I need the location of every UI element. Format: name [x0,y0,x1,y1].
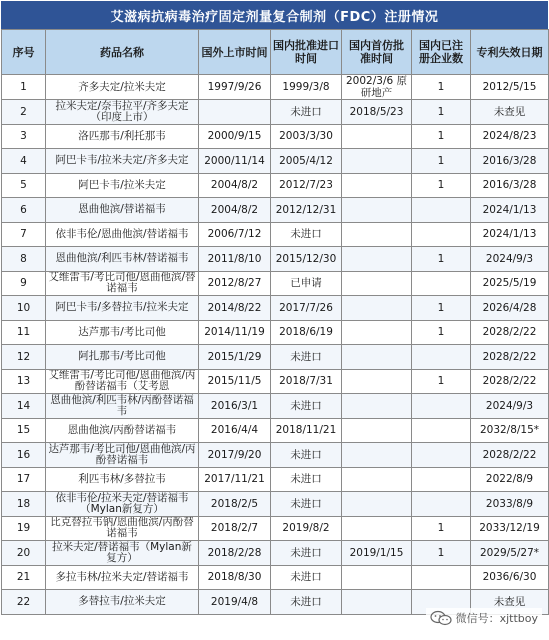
cell-drug-name: 比克替拉韦钠/恩曲他滨/丙酚替诺福韦 [46,516,199,541]
table-row [2,149,549,174]
cell-drug-name: 阿扎那韦/考比司他 [46,345,199,370]
cell-domestic-import: 2015/12/30 [271,247,342,272]
cell-registered-companies [412,467,471,492]
cell-index: 14 [2,394,46,419]
header-foreign-launch: 国外上市时间 [199,30,271,75]
cell-patent-expiry: 未查见 [471,590,549,615]
cell-index: 19 [2,516,46,541]
cell-foreign-launch: 2014/11/19 [199,320,271,345]
cell-first-generic [342,516,412,541]
cell-registered-companies: 1 [412,369,471,394]
cell-first-generic [342,443,412,468]
cell-index: 5 [2,173,46,198]
cell-first-generic [342,247,412,272]
cell-first-generic [342,492,412,517]
table-row [2,492,549,517]
table-row [2,516,549,541]
header-registered-companies: 国内已注册企业数 [412,30,471,75]
cell-registered-companies [412,222,471,247]
cell-drug-name: 艾维雷韦/考比司他/恩曲他滨/替诺福韦 [46,271,199,296]
cell-domestic-import: 未进口 [271,222,342,247]
watermark [426,608,542,628]
cell-first-generic [342,296,412,321]
cell-index: 15 [2,418,46,443]
header-patent-expiry: 专利失效日期 [471,30,549,75]
table-row [2,467,549,492]
cell-registered-companies [412,198,471,223]
cell-domestic-import: 未进口 [271,590,342,615]
wechat-icon [430,610,452,626]
cell-patent-expiry: 2024/1/13 [471,198,549,223]
cell-foreign-launch: 2018/2/7 [199,516,271,541]
cell-foreign-launch: 2015/11/5 [199,369,271,394]
cell-first-generic [342,222,412,247]
cell-first-generic [342,271,412,296]
cell-foreign-launch: 2000/11/14 [199,149,271,174]
cell-index: 18 [2,492,46,517]
cell-patent-expiry: 2016/3/28 [471,173,549,198]
table-row [2,222,549,247]
cell-first-generic [342,369,412,394]
cell-index: 16 [2,443,46,468]
cell-patent-expiry: 2028/2/22 [471,345,549,370]
cell-registered-companies [412,565,471,590]
cell-foreign-launch: 2018/2/5 [199,492,271,517]
cell-drug-name: 依非韦伦/拉米夫定/替诺福韦（Mylan新复方） [46,492,199,517]
cell-registered-companies: 1 [412,75,471,100]
cell-domestic-import: 1999/3/8 [271,75,342,100]
table-row [2,198,549,223]
cell-first-generic: 2002/3/6 原研地产 [342,75,412,100]
cell-index: 8 [2,247,46,272]
header-domestic-import: 国内批准进口时间 [271,30,342,75]
cell-patent-expiry: 2016/3/28 [471,149,549,174]
cell-first-generic [342,198,412,223]
cell-foreign-launch [199,100,271,125]
cell-foreign-launch: 2018/2/28 [199,541,271,566]
cell-drug-name: 达芦那韦/考比司他/恩曲他滨/丙酚替诺福韦 [46,443,199,468]
cell-index: 10 [2,296,46,321]
cell-drug-name: 艾维雷韦/考比司他/恩曲他滨/丙酚替诺福韦（艾考恩 [46,369,199,394]
cell-registered-companies: 1 [412,296,471,321]
cell-foreign-launch: 2016/3/1 [199,394,271,419]
cell-drug-name: 恩曲他滨/利匹韦林/丙酚替诺福韦 [46,394,199,419]
cell-registered-companies [412,394,471,419]
cell-patent-expiry: 2026/4/28 [471,296,549,321]
cell-index: 6 [2,198,46,223]
cell-first-generic [342,590,412,615]
header-first-generic: 国内首仿批准时间 [342,30,412,75]
cell-patent-expiry: 2024/9/3 [471,247,549,272]
table-row [2,443,549,468]
cell-domestic-import: 未进口 [271,443,342,468]
cell-domestic-import: 未进口 [271,345,342,370]
cell-registered-companies: 1 [412,149,471,174]
cell-domestic-import: 未进口 [271,467,342,492]
cell-registered-companies [412,418,471,443]
cell-drug-name: 恩曲他滨/丙酚替诺福韦 [46,418,199,443]
table-row [2,271,549,296]
table-row [2,75,549,100]
cell-foreign-launch: 2017/11/21 [199,467,271,492]
fdc-registration-table [1,29,549,615]
cell-patent-expiry: 2032/8/15* [471,418,549,443]
cell-first-generic [342,124,412,149]
table-row [2,296,549,321]
cell-domestic-import: 未进口 [271,394,342,419]
cell-drug-name: 恩曲他滨/替诺福韦 [46,198,199,223]
cell-first-generic [342,394,412,419]
cell-drug-name: 阿巴卡韦/多替拉韦/拉米夫定 [46,296,199,321]
cell-domestic-import: 2019/8/2 [271,516,342,541]
cell-first-generic [342,173,412,198]
header-row [2,30,549,75]
cell-patent-expiry: 2028/2/22 [471,320,549,345]
cell-foreign-launch: 2011/8/10 [199,247,271,272]
cell-domestic-import: 2017/7/26 [271,296,342,321]
cell-index: 12 [2,345,46,370]
cell-registered-companies [412,443,471,468]
cell-patent-expiry: 2033/8/9 [471,492,549,517]
cell-first-generic: 2019/1/15 [342,541,412,566]
cell-index: 1 [2,75,46,100]
cell-patent-expiry: 2028/2/22 [471,443,549,468]
cell-registered-companies [412,492,471,517]
cell-domestic-import: 已申请 [271,271,342,296]
cell-registered-companies [412,345,471,370]
cell-index: 17 [2,467,46,492]
cell-patent-expiry: 2036/6/30 [471,565,549,590]
table-row [2,369,549,394]
cell-registered-companies: 1 [412,173,471,198]
table-row [2,247,549,272]
cell-registered-companies: 1 [412,320,471,345]
cell-domestic-import: 未进口 [271,541,342,566]
cell-foreign-launch: 2019/4/8 [199,590,271,615]
header-index: 序号 [2,30,46,75]
cell-index: 7 [2,222,46,247]
cell-index: 11 [2,320,46,345]
cell-registered-companies [412,271,471,296]
cell-foreign-launch: 2004/8/2 [199,173,271,198]
cell-first-generic [342,467,412,492]
cell-drug-name: 拉米夫定/奈韦拉平/齐多夫定（印度上市） [46,100,199,125]
cell-index: 13 [2,369,46,394]
cell-foreign-launch: 2014/8/22 [199,296,271,321]
cell-registered-companies: 1 [412,541,471,566]
cell-domestic-import: 2018/11/21 [271,418,342,443]
cell-foreign-launch: 2017/9/20 [199,443,271,468]
cell-drug-name: 拉米夫定/替诺福韦（Mylan新复方） [46,541,199,566]
cell-patent-expiry: 2012/5/15 [471,75,549,100]
cell-drug-name: 多拉韦林/拉米夫定/替诺福韦 [46,565,199,590]
cell-foreign-launch: 1997/9/26 [199,75,271,100]
cell-domestic-import: 2012/7/23 [271,173,342,198]
cell-patent-expiry: 2029/5/27* [471,541,549,566]
table-row [2,100,549,125]
cell-patent-expiry: 2022/8/9 [471,467,549,492]
cell-drug-name: 恩曲他滨/利匹韦林/替诺福韦 [46,247,199,272]
cell-drug-name: 多替拉韦/拉米夫定 [46,590,199,615]
cell-registered-companies: 1 [412,124,471,149]
cell-first-generic [342,149,412,174]
cell-foreign-launch: 2018/8/30 [199,565,271,590]
cell-foreign-launch: 2015/1/29 [199,345,271,370]
cell-drug-name: 齐多夫定/拉米夫定 [46,75,199,100]
cell-drug-name: 达芦那韦/考比司他 [46,320,199,345]
cell-patent-expiry: 2024/1/13 [471,222,549,247]
table-row [2,124,549,149]
cell-domestic-import: 2018/7/31 [271,369,342,394]
table-row [2,173,549,198]
cell-foreign-launch: 2004/8/2 [199,198,271,223]
cell-patent-expiry: 2024/9/3 [471,394,549,419]
cell-domestic-import: 未进口 [271,100,342,125]
cell-domestic-import: 未进口 [271,492,342,517]
cell-foreign-launch: 2012/8/27 [199,271,271,296]
cell-first-generic [342,418,412,443]
cell-drug-name: 阿巴卡韦/拉米夫定/齐多夫定 [46,149,199,174]
table-row [2,394,549,419]
cell-patent-expiry: 2028/2/22 [471,369,549,394]
cell-first-generic [342,345,412,370]
table-row [2,565,549,590]
cell-first-generic [342,565,412,590]
table-row [2,320,549,345]
cell-foreign-launch: 2000/9/15 [199,124,271,149]
watermark-text: 微信号：xjttboy [455,612,538,625]
cell-drug-name: 利匹韦林/多替拉韦 [46,467,199,492]
cell-index: 2 [2,100,46,125]
table-row [2,418,549,443]
cell-first-generic [342,320,412,345]
page [1,1,548,638]
cell-first-generic: 2018/5/23 [342,100,412,125]
table-row [2,541,549,566]
cell-patent-expiry: 2024/8/23 [471,124,549,149]
cell-patent-expiry: 2025/5/19 [471,271,549,296]
cell-index: 3 [2,124,46,149]
cell-foreign-launch: 2006/7/12 [199,222,271,247]
cell-domestic-import: 2018/6/19 [271,320,342,345]
cell-patent-expiry: 未查见 [471,100,549,125]
cell-domestic-import: 2005/4/12 [271,149,342,174]
table-row [2,345,549,370]
cell-patent-expiry: 2033/12/19 [471,516,549,541]
cell-domestic-import: 未进口 [271,565,342,590]
cell-index: 20 [2,541,46,566]
cell-index: 22 [2,590,46,615]
cell-drug-name: 依非韦伦/恩曲他滨/替诺福韦 [46,222,199,247]
cell-drug-name: 阿巴卡韦/拉米夫定 [46,173,199,198]
cell-domestic-import: 2003/3/30 [271,124,342,149]
cell-index: 21 [2,565,46,590]
cell-foreign-launch: 2016/4/4 [199,418,271,443]
cell-registered-companies: 1 [412,100,471,125]
cell-drug-name: 洛匹那韦/利托那韦 [46,124,199,149]
cell-registered-companies: 1 [412,516,471,541]
cell-registered-companies: 1 [412,247,471,272]
cell-index: 4 [2,149,46,174]
table-title: 艾滋病抗病毒治疗固定剂量复合制剂（FDC）注册情况 [1,1,548,29]
cell-domestic-import: 2012/12/31 [271,198,342,223]
header-drug-name: 药品名称 [46,30,199,75]
cell-index: 9 [2,271,46,296]
